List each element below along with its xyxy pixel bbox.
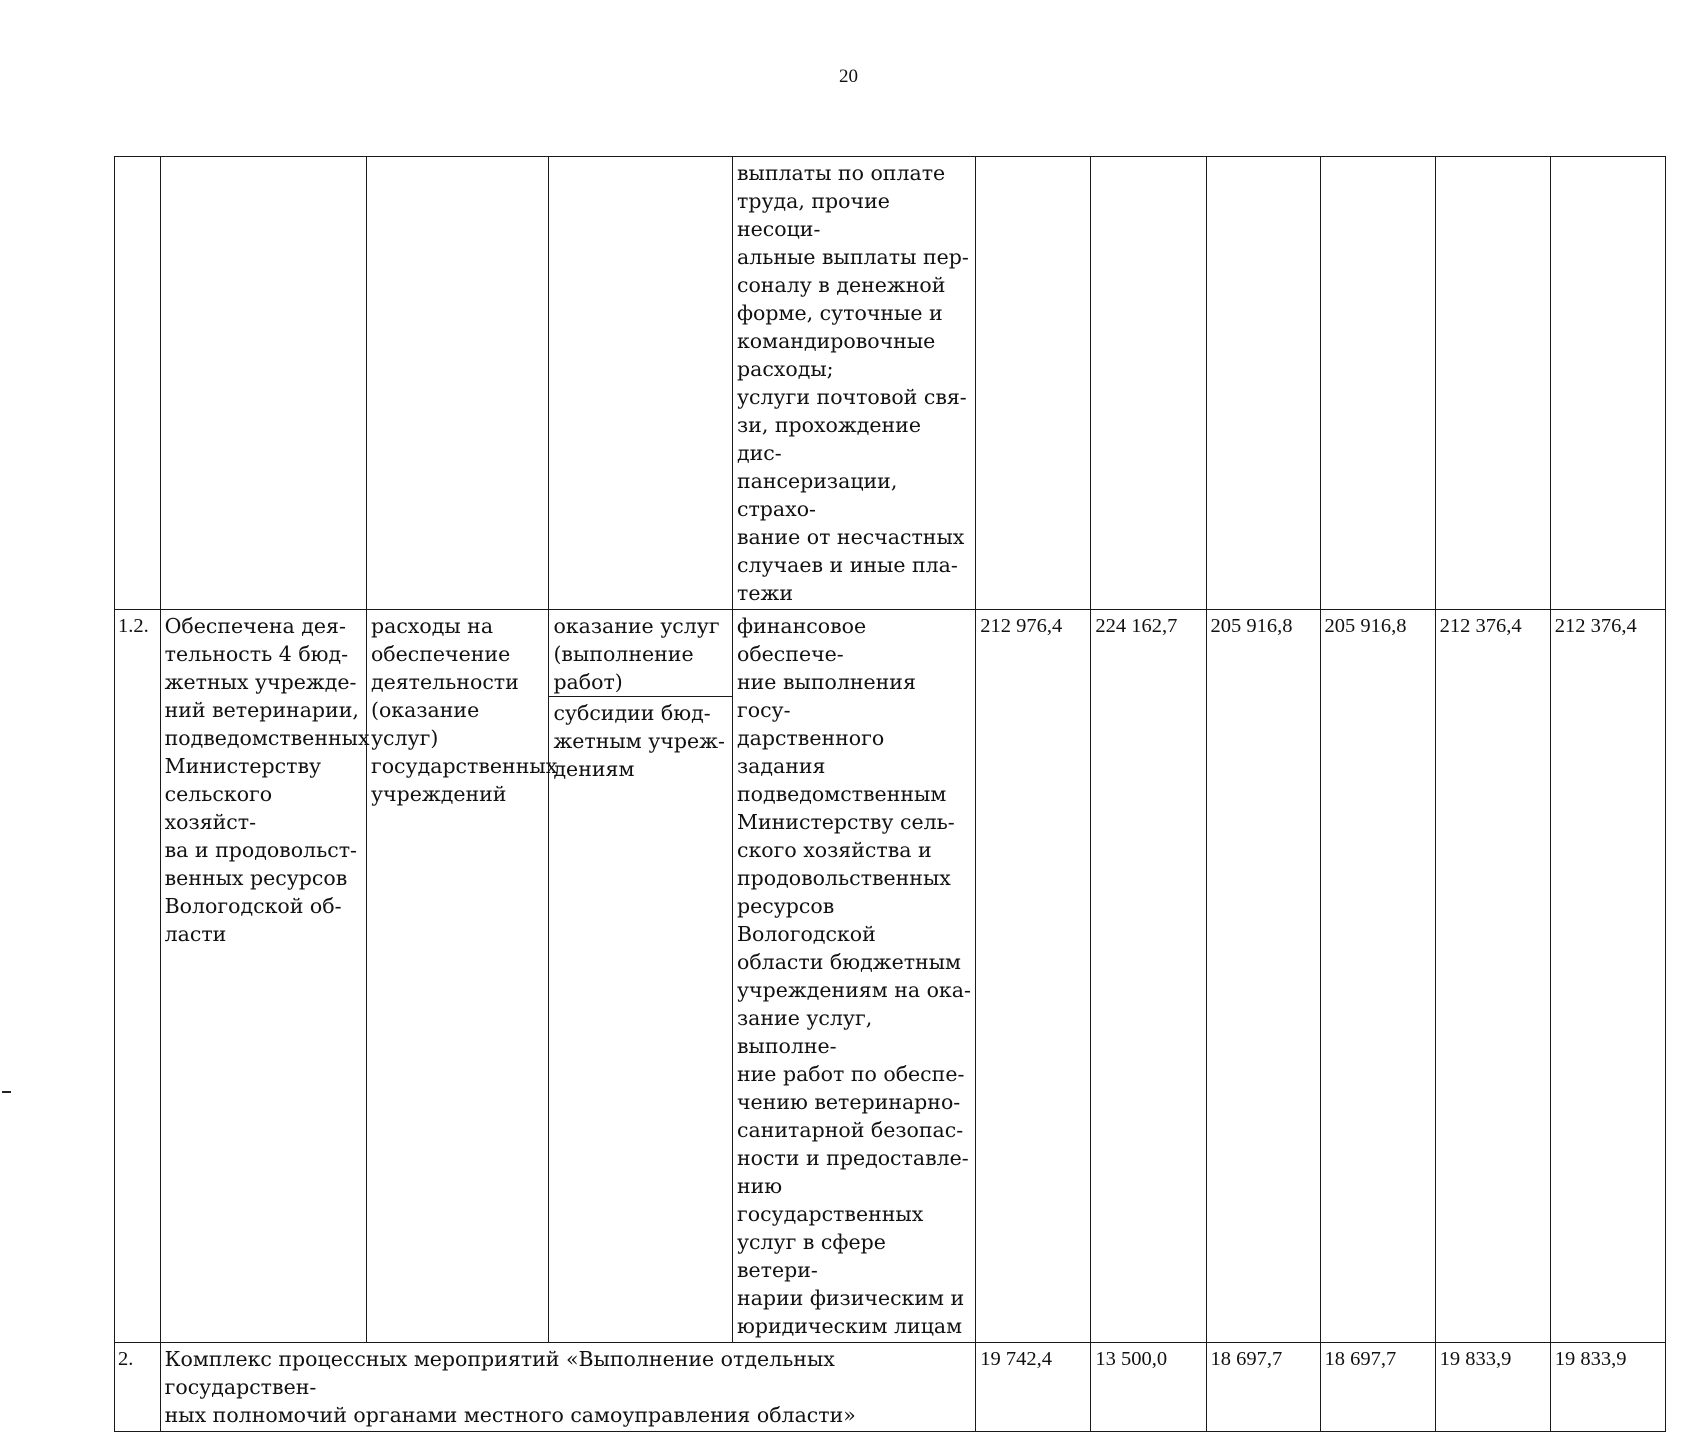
value-cell: 212 376,4 bbox=[1550, 610, 1665, 1343]
cell-result bbox=[160, 157, 366, 610]
cell-value bbox=[1091, 157, 1206, 610]
value-cell: 212 976,4 bbox=[976, 610, 1091, 1343]
description-text: финансовое обеспече- ние выполнения госу- дарственного задания подведомственным Министерству сель- ского хозяйства и продовольственных ресурсов Вологодской области бюджетным учреждениям на ока- зание услуг, выполне- ние работ по обеспе- чению ветеринарно- санитарной безопас- ности и предоставле- нию государственных услуг в сфере ветери- нарии физическим и юридическим лицам bbox=[736, 614, 971, 1338]
result-text: Обеспечена дея- тельность 4 бюд- жетных учрежде- ний ветеринарии, подведомственных Министерству сельского хозяйст- ва и продовольст- венных ресурсов Вологодской об- ласти bbox=[164, 614, 370, 946]
table-row-2 bbox=[115, 1343, 1666, 1432]
row-index: 1.2. bbox=[115, 610, 161, 1343]
value-cell: 224 162,7 bbox=[1091, 610, 1206, 1343]
cell-description bbox=[732, 610, 975, 1343]
expenditure-table bbox=[114, 156, 1666, 1432]
subsidy-type-text: субсидии бюд- жетным учреж- дениям bbox=[549, 696, 732, 783]
cell-value bbox=[1206, 157, 1320, 610]
cell-index bbox=[115, 157, 161, 610]
service-type-text: оказание услуг (выполнение работ) bbox=[553, 614, 720, 694]
continuation-description: выплаты по оплате труда, прочие несоци- альные выплаты пер- соналу в денежной форме, суточные и командировочные расходы; услуги почтовой свя- зи, прохождение дис- пансеризации, страхо- вание от несчастных случаев и иные пла- тежи bbox=[736, 161, 969, 605]
service-split bbox=[549, 612, 732, 783]
cell-value bbox=[976, 157, 1091, 610]
cell-value bbox=[1435, 157, 1550, 610]
value-cell: 212 376,4 bbox=[1435, 610, 1550, 1343]
row-index: 2. bbox=[115, 1343, 161, 1432]
value-cell: 205 916,8 bbox=[1320, 610, 1435, 1343]
table-row-continuation bbox=[115, 157, 1666, 610]
value-cell: 18 697,7 bbox=[1320, 1343, 1435, 1432]
cell-description bbox=[732, 157, 975, 610]
table-row-1-2 bbox=[115, 610, 1666, 1343]
cell-expense-type bbox=[366, 157, 548, 610]
cell-value bbox=[1320, 157, 1435, 610]
margin-mark bbox=[2, 1091, 11, 1093]
value-cell: 19 833,9 bbox=[1550, 1343, 1665, 1432]
cell-expense-type bbox=[366, 610, 558, 1343]
value-cell: 19 833,9 bbox=[1435, 1343, 1550, 1432]
cell-complex-title bbox=[160, 1343, 976, 1432]
value-cell: 205 916,8 bbox=[1206, 610, 1320, 1343]
cell-service-type bbox=[549, 610, 733, 1343]
page-number: 20 bbox=[839, 66, 858, 87]
cell-value bbox=[1550, 157, 1665, 610]
cell-result bbox=[160, 610, 370, 1343]
cell-service-type bbox=[549, 157, 733, 610]
expense-type-text: расходы на обеспечение деятельности (оказание услуг) государственных учреждений bbox=[370, 614, 558, 806]
value-cell: 18 697,7 bbox=[1206, 1343, 1320, 1432]
value-cell: 13 500,0 bbox=[1091, 1343, 1206, 1432]
complex-title-text: Комплекс процессных мероприятий «Выполнение отдельных государствен- ных полномочий органами местного самоуправления области» bbox=[164, 1347, 856, 1427]
value-cell: 19 742,4 bbox=[976, 1343, 1091, 1432]
